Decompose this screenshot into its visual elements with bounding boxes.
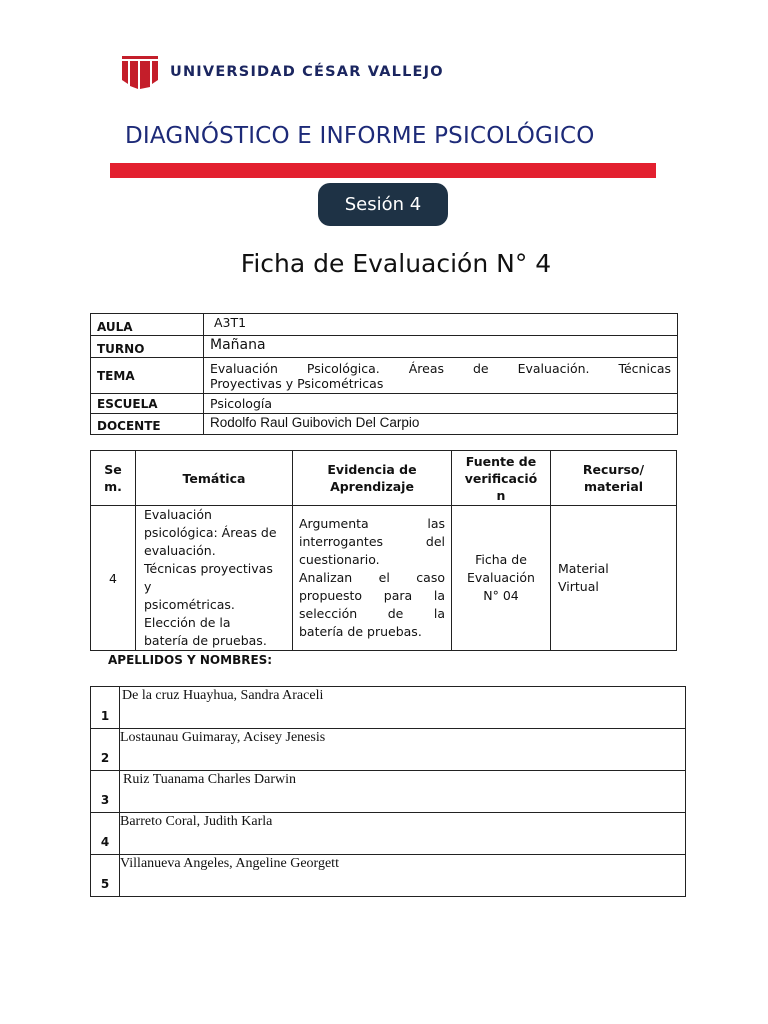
header-fuente-line-2: verificació bbox=[464, 470, 538, 486]
header-sem-line-1: Se bbox=[104, 462, 122, 477]
university-name: UNIVERSIDAD CÉSAR VALLEJO bbox=[170, 64, 444, 80]
header-sem bbox=[91, 451, 136, 506]
header-recurso-line-2: material bbox=[583, 479, 644, 494]
evidencia-cell bbox=[293, 506, 452, 651]
header-recurso-line-1: Recurso/ bbox=[582, 462, 645, 477]
fuente-line: N° 04 bbox=[483, 588, 519, 603]
turno-label: TURNO bbox=[91, 336, 204, 358]
header-fuente bbox=[452, 451, 551, 506]
evidencia-line: propuesto para la bbox=[299, 588, 445, 603]
escuela-label: ESCUELA bbox=[91, 394, 204, 414]
student-number: 3 bbox=[91, 771, 120, 813]
tematica-cell bbox=[136, 506, 293, 651]
tema-line-1: Evaluación Psicológica. Áreas de Evaluación. Técnicas bbox=[210, 360, 671, 376]
evidencia-line: selección de la bbox=[299, 606, 445, 621]
evidencia-line: batería de pruebas. bbox=[299, 624, 422, 639]
tematica-line: Técnicas proyectivas y bbox=[144, 561, 273, 594]
header-evidencia bbox=[293, 451, 452, 506]
recurso-cell bbox=[551, 506, 677, 651]
fuente-line: Ficha de bbox=[475, 552, 527, 567]
header-evidencia-line-1: Evidencia de bbox=[327, 462, 417, 477]
tema-value bbox=[204, 358, 678, 394]
header-fuente-line-1: Fuente de bbox=[465, 453, 537, 469]
info-row-escuela bbox=[91, 394, 678, 414]
info-row-turno bbox=[91, 336, 678, 358]
plan-row bbox=[91, 506, 677, 651]
students-table bbox=[90, 686, 686, 897]
session-badge: Sesión 4 bbox=[318, 183, 448, 226]
recurso-line: Virtual bbox=[558, 579, 599, 594]
fuente-line: Evaluación bbox=[467, 570, 535, 585]
student-number: 4 bbox=[91, 813, 120, 855]
info-row-aula bbox=[91, 314, 678, 336]
student-name-text: De la cruz Huayhua, Sandra Araceli bbox=[122, 688, 324, 703]
aula-value-text: A3T1 bbox=[214, 315, 247, 330]
student-name-text: Barreto Coral, Judith Karla bbox=[120, 814, 273, 829]
evidencia-line: Analizan el caso bbox=[299, 570, 445, 585]
tematica-line: Elección de la bbox=[144, 615, 231, 630]
header-recurso bbox=[551, 451, 677, 506]
apellidos-label: APELLIDOS Y NOMBRES: bbox=[108, 653, 273, 667]
evidencia-line: interrogantes del bbox=[299, 534, 445, 549]
fuente-cell bbox=[452, 506, 551, 651]
header-fuente-line-3: n bbox=[496, 487, 506, 503]
student-number: 5 bbox=[91, 855, 120, 897]
table-row bbox=[91, 687, 686, 729]
table-row bbox=[91, 729, 686, 771]
header-sem-line-2: m. bbox=[104, 479, 122, 494]
recurso-line: Material bbox=[558, 561, 609, 576]
table-row bbox=[91, 771, 686, 813]
student-name-text: Lostaunau Guimaray, Acisey Jenesis bbox=[120, 730, 326, 745]
fiche-title-text: Ficha de Evaluación N° 4 bbox=[240, 249, 552, 278]
tema-line-2: Proyectivas y Psicométricas bbox=[210, 375, 384, 391]
docente-value: Rodolfo Raul Guibovich Del Carpio bbox=[204, 414, 678, 435]
tema-label: TEMA bbox=[91, 358, 204, 394]
student-name bbox=[120, 687, 686, 729]
table-row bbox=[91, 813, 686, 855]
student-number: 2 bbox=[91, 729, 120, 771]
turno-value: Mañana bbox=[204, 336, 678, 358]
sem-cell: 4 bbox=[91, 506, 136, 651]
student-name-text: Villanueva Angeles, Angeline Georgett bbox=[120, 856, 339, 871]
aula-label: AULA bbox=[91, 314, 204, 336]
evidencia-line: cuestionario. bbox=[299, 552, 380, 567]
student-name bbox=[120, 729, 686, 771]
header-evidencia-line-2: Aprendizaje bbox=[330, 479, 414, 494]
student-name-text: Ruiz Tuanama Charles Darwin bbox=[123, 772, 297, 787]
page-title: DIAGNÓSTICO E INFORME PSICOLÓGICO bbox=[125, 123, 595, 149]
fiche-title bbox=[0, 249, 768, 278]
tematica-line: evaluación. bbox=[144, 543, 216, 558]
student-name bbox=[120, 855, 686, 897]
university-logo bbox=[120, 54, 444, 90]
student-name bbox=[120, 771, 686, 813]
evidencia-line: Argumenta las bbox=[299, 516, 445, 531]
title-divider bbox=[110, 163, 656, 178]
info-row-docente bbox=[91, 414, 678, 435]
tematica-line: Evaluación bbox=[144, 507, 212, 522]
tematica-line: batería de pruebas. bbox=[144, 633, 267, 648]
escuela-value: Psicología bbox=[204, 394, 678, 414]
table-row bbox=[91, 855, 686, 897]
student-name bbox=[120, 813, 686, 855]
docente-label: DOCENTE bbox=[91, 414, 204, 435]
info-row-tema bbox=[91, 358, 678, 394]
plan-table bbox=[90, 450, 677, 651]
tematica-line: psicométricas. bbox=[144, 597, 235, 612]
student-number: 1 bbox=[91, 687, 120, 729]
university-shield-icon bbox=[120, 54, 160, 90]
tematica-line: psicológica: Áreas de bbox=[144, 525, 277, 540]
info-table bbox=[90, 313, 678, 435]
header-tematica: Temática bbox=[136, 451, 293, 506]
aula-value bbox=[204, 314, 678, 336]
plan-header-row bbox=[91, 451, 677, 506]
